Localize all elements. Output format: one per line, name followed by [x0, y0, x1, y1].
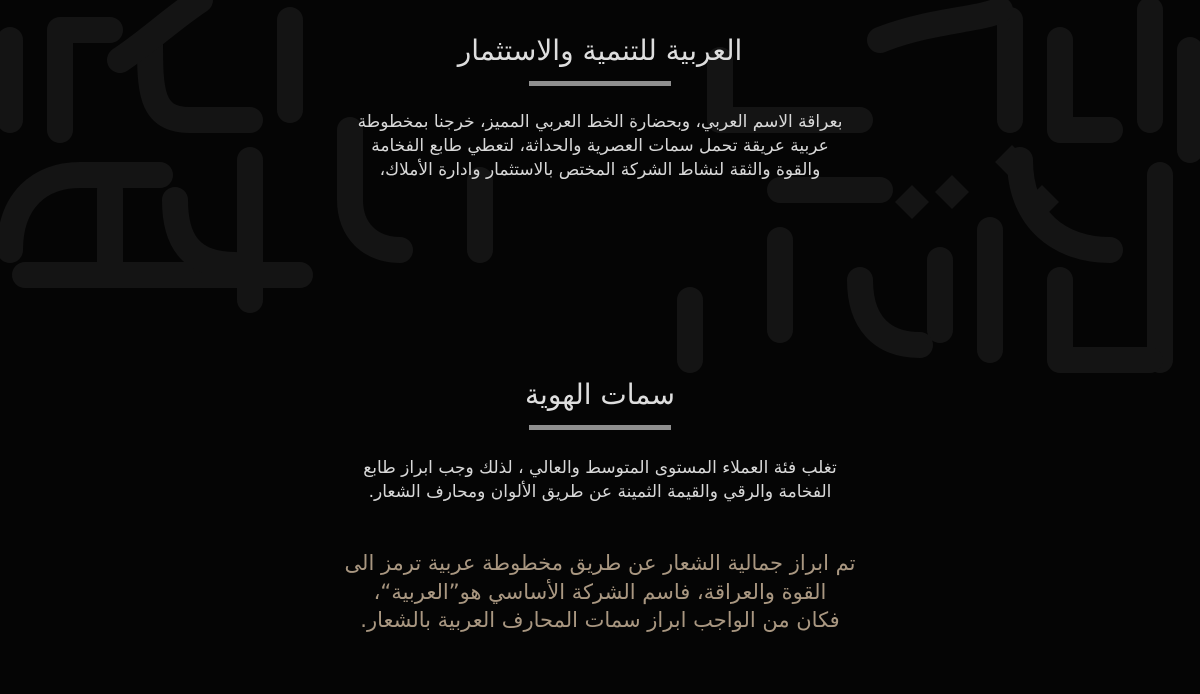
intro-line: بعراقة الاسم العربي، وبحضارة الخط العربي المميز، خرجنا بمخطوطة — [357, 112, 843, 132]
identity-line: الفخامة والرقي والقيمة الثمينة عن طريق الألوان ومحارف الشعار. — [368, 482, 832, 502]
highlight-section — [0, 549, 1200, 635]
highlight-line: تم ابراز جمالية الشعار عن طريق مخطوطة عربية ترمز الى — [344, 551, 856, 575]
intro-paragraph — [310, 110, 890, 182]
highlight-paragraph — [310, 549, 890, 635]
identity-line: تغلب فئة العملاء المستوى المتوسط والعالي ، لذلك وجب ابراز طابع — [363, 458, 837, 478]
identity-section — [0, 377, 1200, 504]
identity-paragraph — [310, 456, 890, 504]
intro-section — [0, 33, 1200, 182]
highlight-line: القوة والعراقة، فاسم الشركة الأساسي هو”العربية“، — [373, 579, 827, 604]
intro-line: والقوة والثقة لنشاط الشركة المختص بالاستثمار وادارة الأملاك، — [379, 160, 821, 180]
title-underline — [529, 81, 671, 86]
title-underline — [529, 425, 671, 430]
identity-title: سمات الهوية — [525, 378, 675, 411]
highlight-line: فكان من الواجب ابراز سمات المحارف العربية بالشعار. — [360, 608, 840, 632]
brand-title: العربية للتنمية والاستثمار — [457, 34, 743, 67]
intro-line: عربية عريقة تحمل سمات العصرية والحداثة، لتعطي طابع الفخامة — [371, 136, 829, 156]
